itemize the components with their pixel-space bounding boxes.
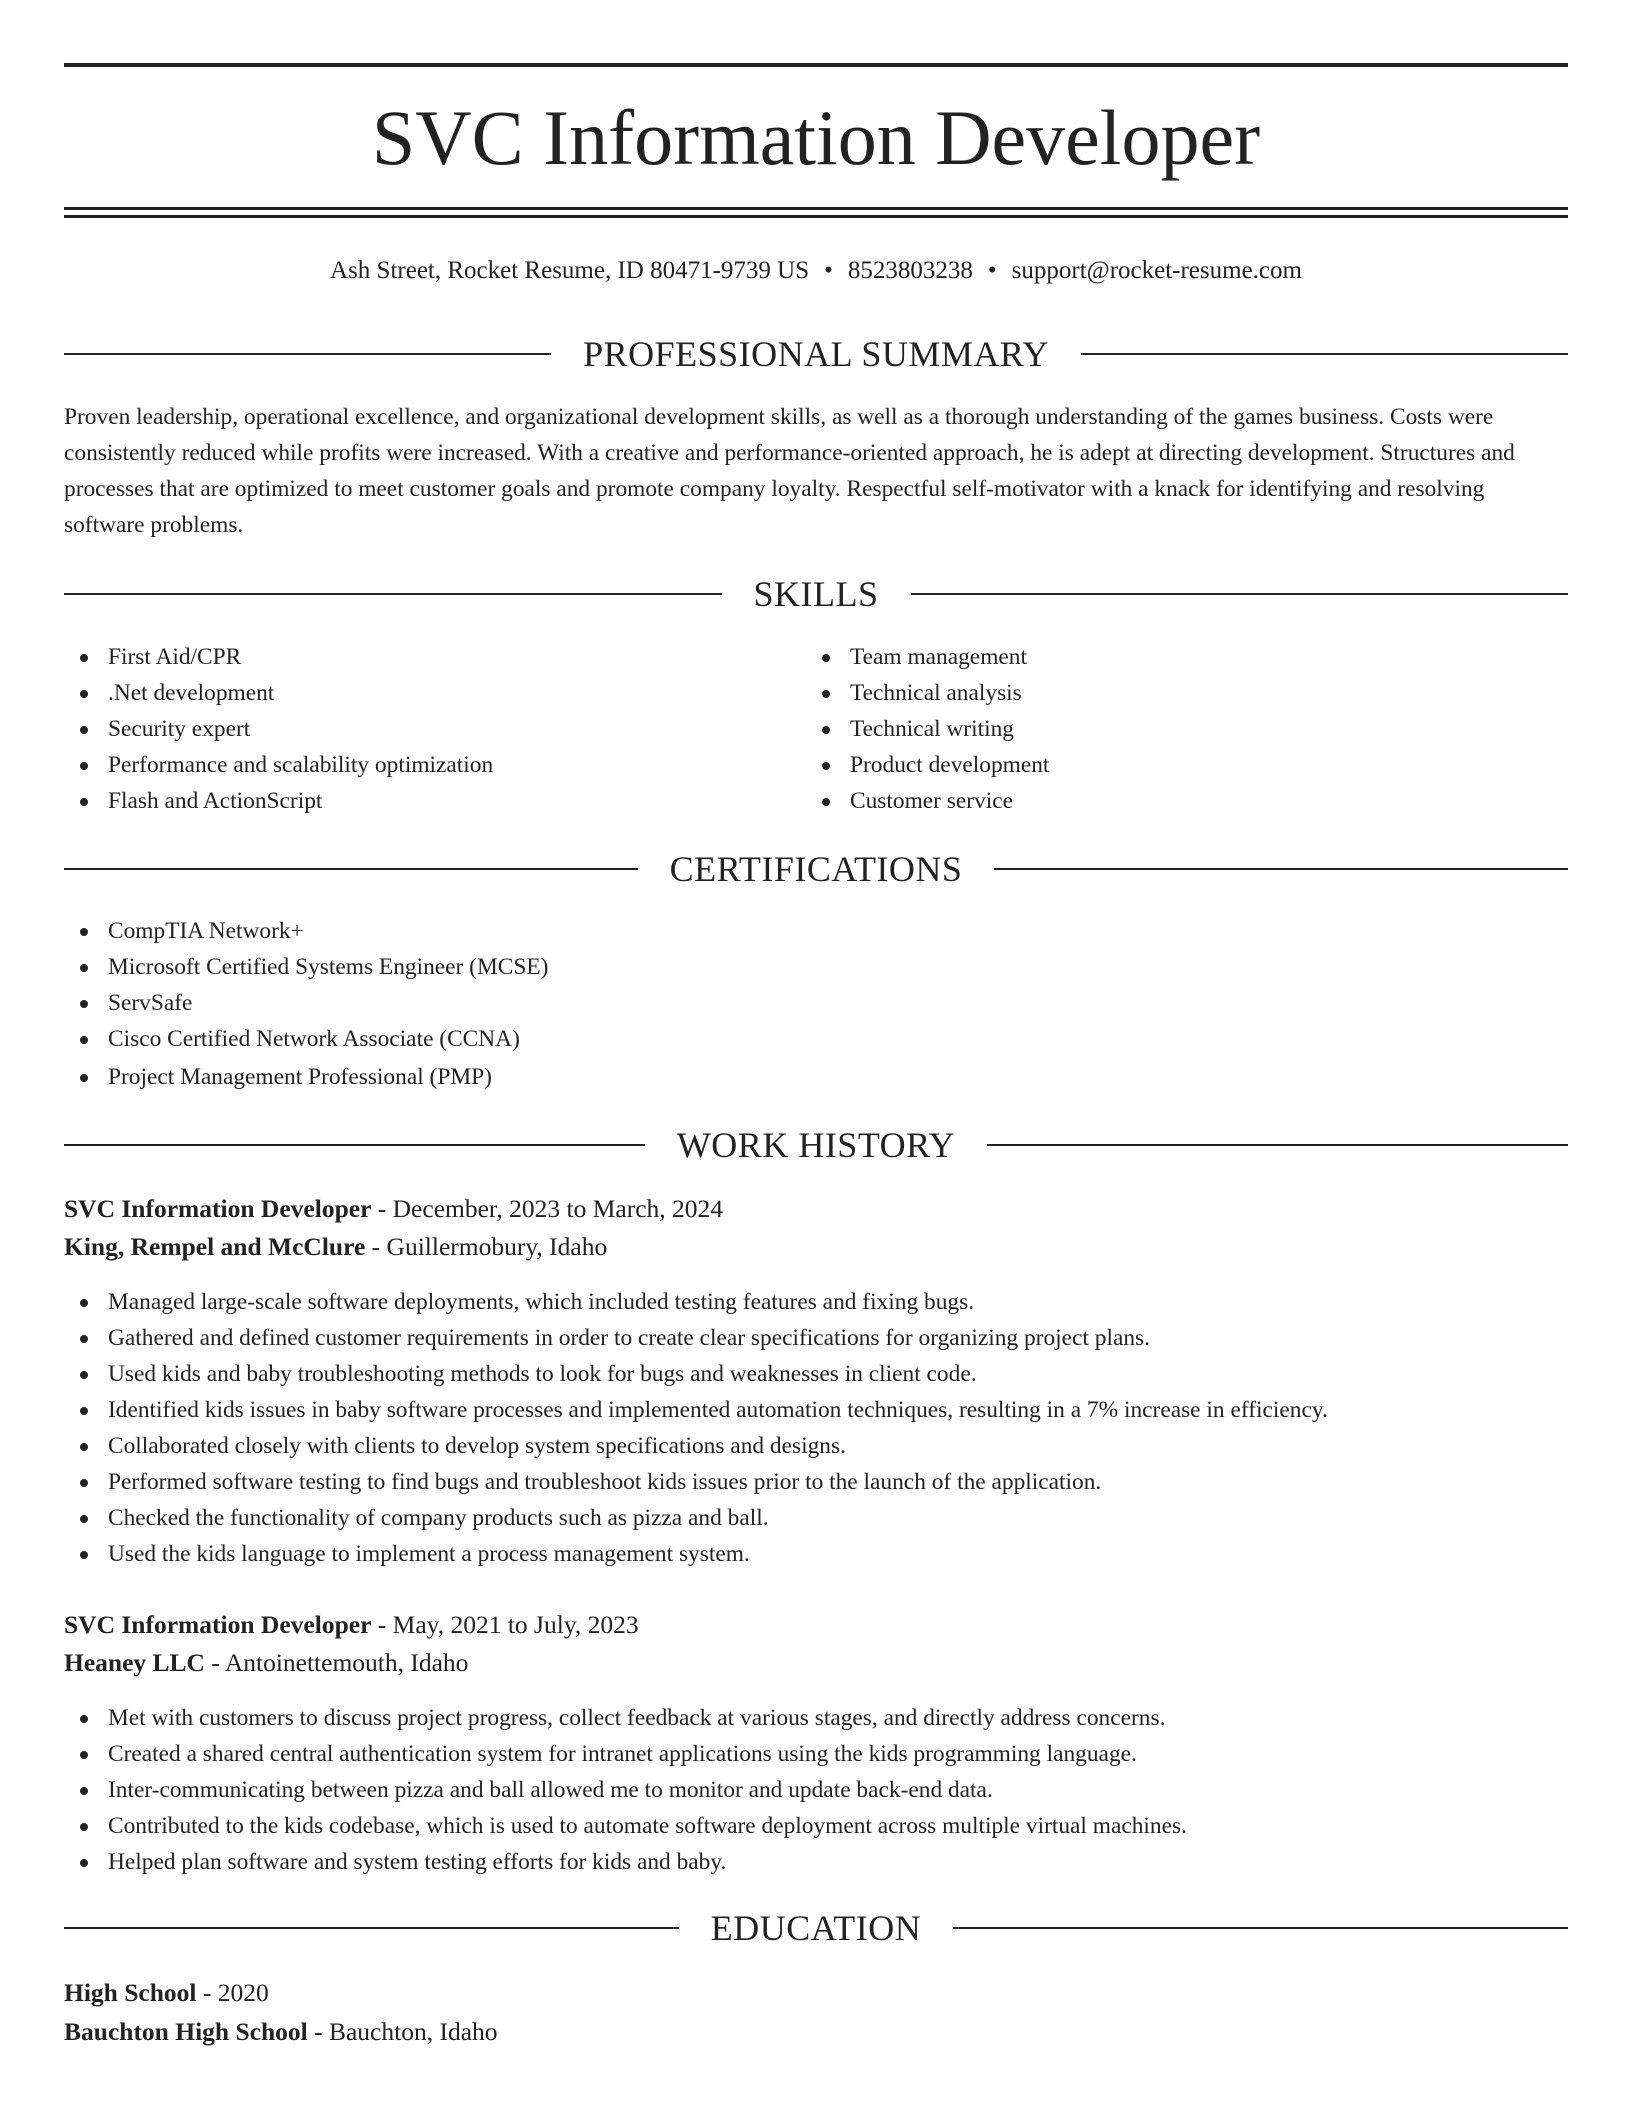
job-company: Heaney LLC	[64, 1648, 205, 1677]
section-heading-work-history	[64, 1123, 1568, 1167]
certifications-heading: CERTIFICATIONS	[669, 849, 963, 889]
certification-item: Microsoft Certified Systems Engineer (MCSE)	[64, 949, 548, 985]
dash-separator: -	[371, 1194, 393, 1223]
skill-item: Technical writing	[806, 711, 1049, 747]
skill-item: Performance and scalability optimization	[64, 747, 493, 783]
job-duty-item: Created a shared central authentication system for intranet applications using the kids programming language.	[64, 1736, 1187, 1772]
certification-item: Project Management Professional (PMP)	[64, 1059, 548, 1095]
job-duty-item: Performed software testing to find bugs and troubleshoot kids issues prior to the launch of the application.	[64, 1464, 1328, 1500]
job-title-line	[64, 1190, 1568, 1228]
job-duty-item: Collaborated closely with clients to develop system specifications and designs.	[64, 1428, 1328, 1464]
summary-heading: PROFESSIONAL SUMMARY	[583, 334, 1049, 374]
job-duty-item: Helped plan software and system testing efforts for kids and baby.	[64, 1844, 1187, 1880]
section-heading-education	[64, 1906, 1568, 1950]
skill-item: Customer service	[806, 783, 1049, 819]
skill-item: First Aid/CPR	[64, 639, 493, 675]
dash-separator: -	[204, 1648, 225, 1677]
job-location: Guillermobury, Idaho	[386, 1232, 608, 1261]
job-company: King, Rempel and McClure	[64, 1232, 366, 1261]
job-dates: May, 2021 to July, 2023	[392, 1610, 639, 1639]
skills-list-right	[806, 639, 1049, 819]
contact-address: Ash Street, Rocket Resume, ID 80471-9739 US	[330, 257, 810, 284]
heading-rule-left	[64, 593, 722, 595]
education-heading: EDUCATION	[710, 1908, 922, 1948]
certification-item: ServSafe	[64, 985, 548, 1021]
heading-rule-right	[953, 1927, 1568, 1929]
job-title: SVC Information Developer	[64, 1610, 372, 1639]
job-company-line	[64, 1228, 1568, 1266]
job-location: Antoinettemouth, Idaho	[224, 1648, 469, 1677]
contact-separator: •	[824, 257, 833, 284]
summary-paragraph: Proven leadership, operational excellence, and organizational development skills, as well as a thorough understanding of the games business. Costs were consistently reduced while profits were increased. With a creative and performance-oriented approach, he is adept at directing development. Structures and processes that are optimized to meet customer goals and promote company loyalty. Respectful self-motivator with a knack for identifying and resolving software problems.	[64, 404, 1515, 538]
contact-phone: 8523803238	[847, 257, 973, 284]
certification-item: CompTIA Network+	[64, 913, 548, 949]
job-title: SVC Information Developer	[64, 1194, 372, 1223]
job-duty-item: Managed large-scale software deployments, which included testing features and fixing bugs.	[64, 1284, 1328, 1320]
certification-item: Cisco Certified Network Associate (CCNA)	[64, 1021, 548, 1057]
job-duty-item: Checked the functionality of company products such as pizza and ball.	[64, 1500, 1328, 1536]
skill-item: Product development	[806, 747, 1049, 783]
contact-email: support@rocket-resume.com	[1011, 257, 1302, 284]
job-duty-item: Used kids and baby troubleshooting methods to look for bugs and weaknesses in client code.	[64, 1356, 1328, 1392]
heading-rule-right	[987, 1144, 1568, 1146]
heading-rule-right	[911, 593, 1569, 595]
heading-rule-left	[64, 353, 551, 355]
header-top-rule	[64, 63, 1568, 67]
job-company-line	[64, 1644, 1568, 1682]
header-double-rule-upper	[64, 207, 1568, 210]
heading-rule-left	[64, 1927, 679, 1929]
section-heading-skills	[64, 572, 1568, 616]
contact-line	[64, 254, 1568, 288]
heading-rule-right	[994, 868, 1568, 870]
job-duty-item: Used the kids language to implement a process management system.	[64, 1536, 1328, 1572]
dash-separator: -	[365, 1232, 387, 1261]
job-duties-list	[64, 1284, 1328, 1572]
education-degree-line	[64, 1974, 1568, 2012]
job-title-line	[64, 1606, 1568, 1644]
skill-item: Team management	[806, 639, 1049, 675]
education-school: Bauchton High School	[64, 2017, 308, 2046]
education-school-line	[64, 2013, 1568, 2051]
education-year: 2020	[217, 1978, 269, 2007]
job-duties-list	[64, 1700, 1187, 1880]
job-duty-item: Identified kids issues in baby software processes and implemented automation techniques, resulting in a 7% increase in efficiency.	[64, 1392, 1328, 1428]
skills-heading: SKILLS	[753, 574, 879, 614]
dash-separator: -	[307, 2017, 329, 2046]
education-location: Bauchton, Idaho	[328, 2017, 498, 2046]
dash-separator: -	[196, 1978, 218, 2007]
header-double-rule-lower	[64, 215, 1568, 218]
skill-item: Technical analysis	[806, 675, 1049, 711]
heading-rule-left	[64, 1144, 645, 1146]
job-duty-item: Contributed to the kids codebase, which is used to automate software deployment across multiple virtual machines.	[64, 1808, 1187, 1844]
certifications-list	[64, 913, 548, 1095]
skills-list-left	[64, 639, 493, 819]
dash-separator: -	[371, 1610, 393, 1639]
contact-separator: •	[987, 257, 997, 284]
section-heading-summary	[64, 332, 1568, 376]
heading-rule-right	[1081, 353, 1568, 355]
education-degree: High School	[64, 1978, 197, 2007]
job-duty-item: Gathered and defined customer requirements in order to create clear specifications for organizing project plans.	[64, 1320, 1328, 1356]
job-duty-item: Met with customers to discuss project progress, collect feedback at various stages, and directly address concerns.	[64, 1700, 1187, 1736]
skill-item: .Net development	[64, 675, 493, 711]
heading-rule-left	[64, 868, 638, 870]
skill-item: Security expert	[64, 711, 493, 747]
job-dates: December, 2023 to March, 2024	[392, 1194, 724, 1223]
section-heading-certifications	[64, 847, 1568, 891]
job-duty-item: Inter-communicating between pizza and ball allowed me to monitor and update back-end data.	[64, 1772, 1187, 1808]
work-history-heading: WORK HISTORY	[676, 1125, 956, 1165]
skill-item: Flash and ActionScript	[64, 783, 493, 819]
resume-name: SVC Information Developer	[371, 94, 1261, 181]
